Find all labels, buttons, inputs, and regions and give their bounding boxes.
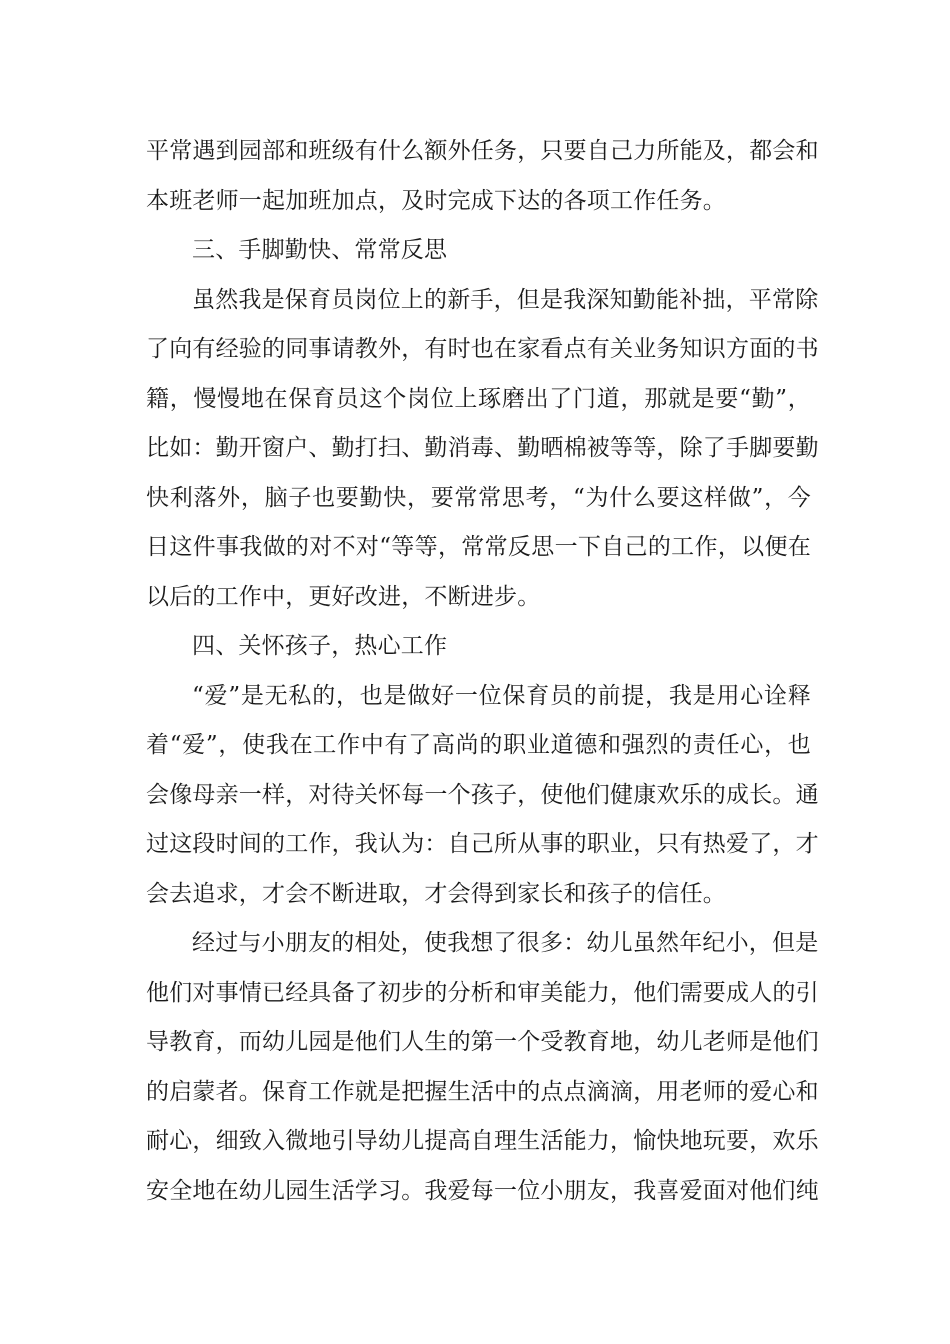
text-line: “爱”是无私的，也是做好一位保育员的前提，我是用心诠释 (192, 682, 811, 709)
text-line: 会像母亲一样，对待关怀每一个孩子，使他们健康欢乐的成长。通 (146, 781, 819, 808)
text-line: 本班老师一起加班加点，及时完成下达的各项工作任务。 (146, 187, 726, 214)
text-line: 导教育，而幼儿园是他们人生的第一个受教育地，幼儿老师是他们 (146, 1029, 819, 1055)
text-line: 的启蒙者。保育工作就是把握生活中的点点滴滴，用老师的爱心和 (146, 1078, 819, 1105)
text-line: 他们对事情已经具备了初步的分析和审美能力，他们需要成人的引 (146, 979, 819, 1006)
text-line: 平常遇到园部和班级有什么额外任务，只要自己力所能及，都会和 (146, 138, 819, 164)
text-line: 快利落外，脑子也要勤快，要常常思考，“为什么要这样做”，今 (146, 484, 811, 511)
text-line: 耐心，细致入微地引导幼儿提高自理生活能力，愉快地玩要，欢乐 (146, 1128, 819, 1154)
text-line: 以后的工作中，更好改进，不断进步。 (146, 583, 541, 610)
section-heading: 四、关怀孩子，热心工作 (192, 633, 448, 659)
text-line: 了向有经验的同事请教外，有时也在家看点有关业务知识方面的书 (146, 336, 819, 362)
document-body (146, 127, 819, 1216)
text-line: 经过与小朋友的相处，使我想了很多：幼儿虽然年纪小，但是 (192, 930, 819, 956)
text-line: 着“爱”，使我在工作中有了高尚的职业道德和强烈的责任心，也 (146, 732, 811, 758)
text-line: 日这件事我做的对不对“等等，常常反思一下自己的工作，以便在 (146, 534, 811, 560)
text-line: 过这段时间的工作，我认为：自己所从事的职业，只有热爱了，才 (146, 831, 819, 857)
text-line: 比如：勤开窗户、勤打扫、勤消毒、勤晒棉被等等，除了手脚要勤 (146, 435, 819, 461)
text-line: 籍，慢慢地在保育员这个岗位上琢磨出了门道，那就是要“勤”， (146, 385, 811, 412)
text-line: 安全地在幼儿园生活学习。我爱每一位小朋友，我喜爱面对他们纯 (146, 1177, 819, 1204)
text-line: 虽然我是保育员岗位上的新手，但是我深知勤能补拙，平常除 (192, 286, 819, 313)
section-heading: 三、手脚勤快、常常反思 (192, 237, 448, 263)
text-line: 会去追求，才会不断进取，才会得到家长和孩子的信任。 (146, 880, 726, 907)
